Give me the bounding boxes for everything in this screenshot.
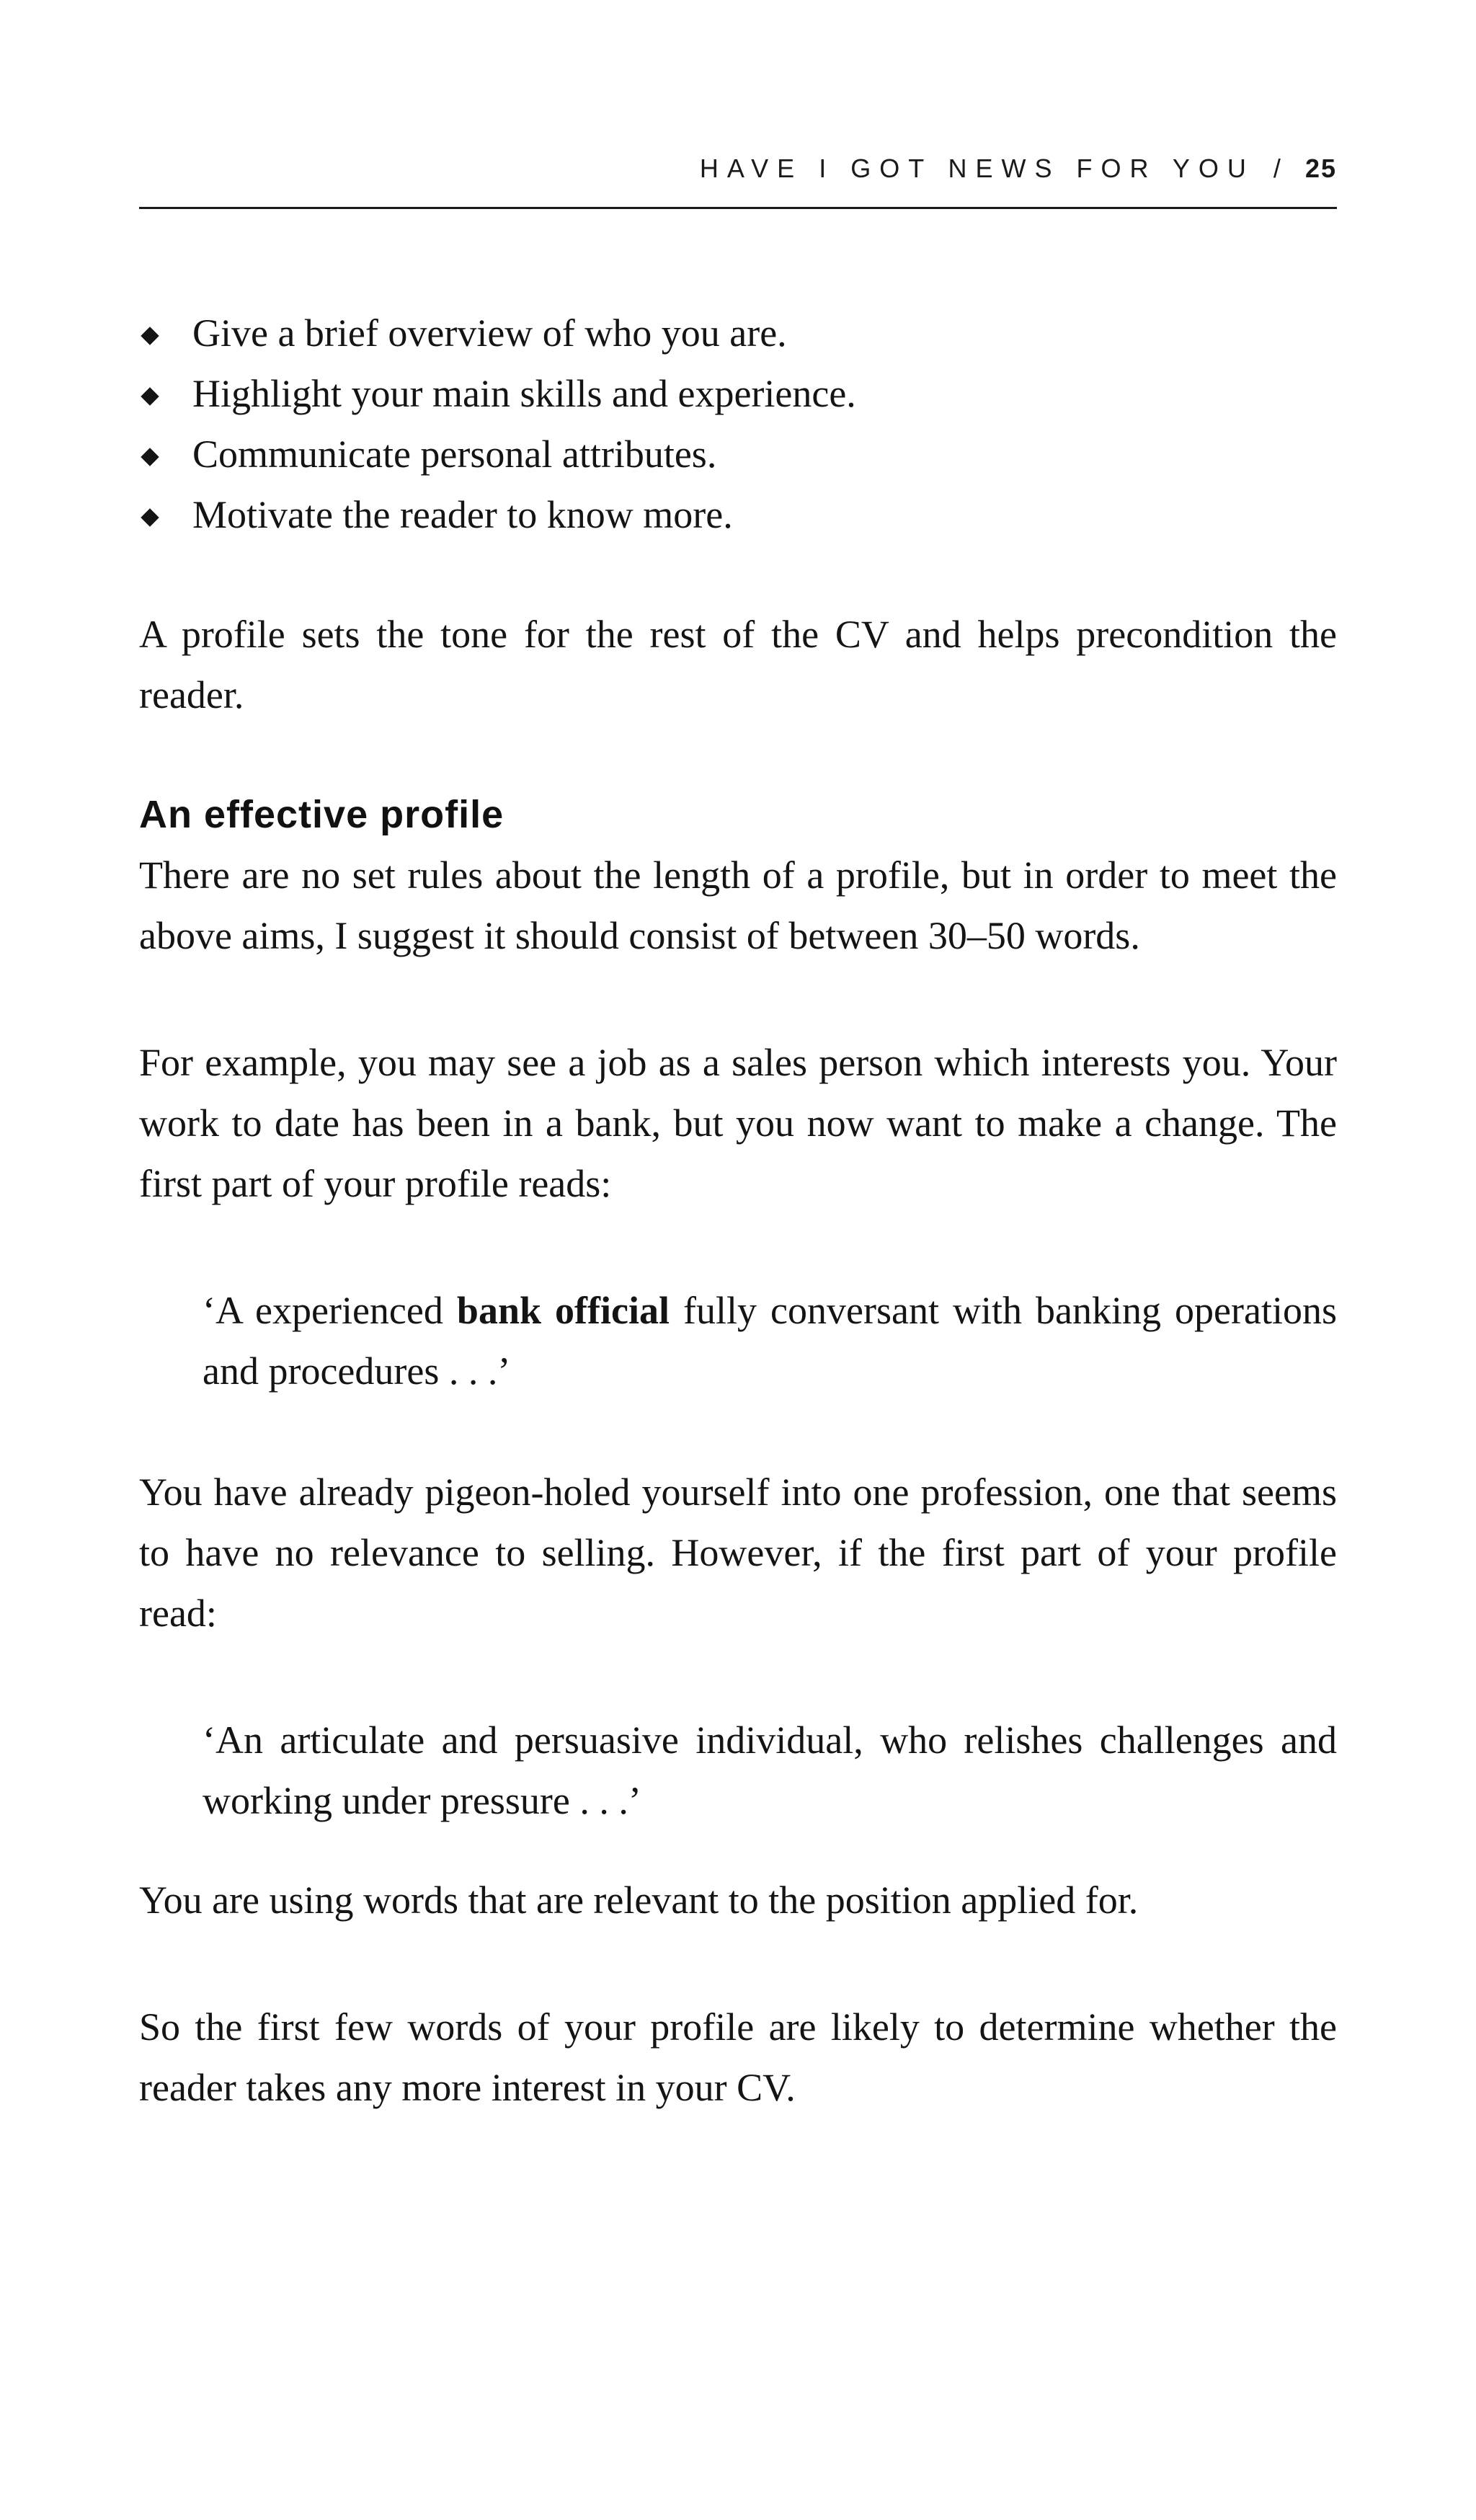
list-item (139, 484, 1337, 545)
quote-emphasis: bank official (456, 1289, 670, 1332)
running-title: HAVE I GOT NEWS FOR YOU (699, 154, 1255, 183)
quote-bank-official (139, 1280, 1337, 1401)
intro-paragraph: A profile sets the tone for the rest of the CV and helps precondition the reader. (139, 613, 1337, 716)
pigeonhole-paragraph: You have already pigeon-holed yourself into one profession, one that seems to have no relevance to selling. However, if the first part of your profile read: (139, 1470, 1337, 1635)
example-paragraph: For example, you may see a job as a sales person which interests you. Your work to date has been in a bank, but you now want to make a change. The first part of your profile reads: (139, 1041, 1337, 1205)
list-item (139, 303, 1337, 363)
quote-text: ‘A experienced (203, 1289, 457, 1332)
list-item (139, 363, 1337, 424)
list-item-text: Give a brief overview of who you are. (192, 311, 787, 355)
book-page (139, 0, 1337, 2520)
length-paragraph: There are no set rules about the length of a profile, but in order to meet the above aims, I suggest it should consist of between 30–50 words. (139, 853, 1337, 957)
quote-text: fully conversant with banking operations and procedures . . .’ (203, 1289, 1337, 1393)
bullet-list (139, 303, 1337, 545)
relevant-paragraph: You are using words that are relevant to the position applied for. (139, 1878, 1139, 1922)
diamond-bullet-icon (141, 448, 159, 466)
conclusion-paragraph: So the first few words of your profile are likely to determine whether the reader takes any more interest in your CV. (139, 2005, 1337, 2109)
running-head-separator: / (1273, 154, 1281, 183)
diamond-bullet-icon (141, 387, 159, 405)
page-body (139, 303, 1337, 2118)
list-item (139, 424, 1337, 484)
page-number: 25 (1304, 154, 1337, 183)
list-item-text: Communicate personal attributes. (192, 432, 717, 476)
section-heading: An effective profile (139, 793, 504, 836)
list-item-text: Highlight your main skills and experience. (192, 372, 856, 415)
header-rule (139, 207, 1337, 209)
list-item-text: Motivate the reader to know more. (192, 493, 733, 536)
quote-articulate: ‘An articulate and persuasive individual, who relishes challenges and working under pressure . . .’ (203, 1718, 1337, 1822)
diamond-bullet-icon (141, 327, 159, 345)
running-head (700, 154, 1337, 184)
diamond-bullet-icon (141, 508, 159, 526)
